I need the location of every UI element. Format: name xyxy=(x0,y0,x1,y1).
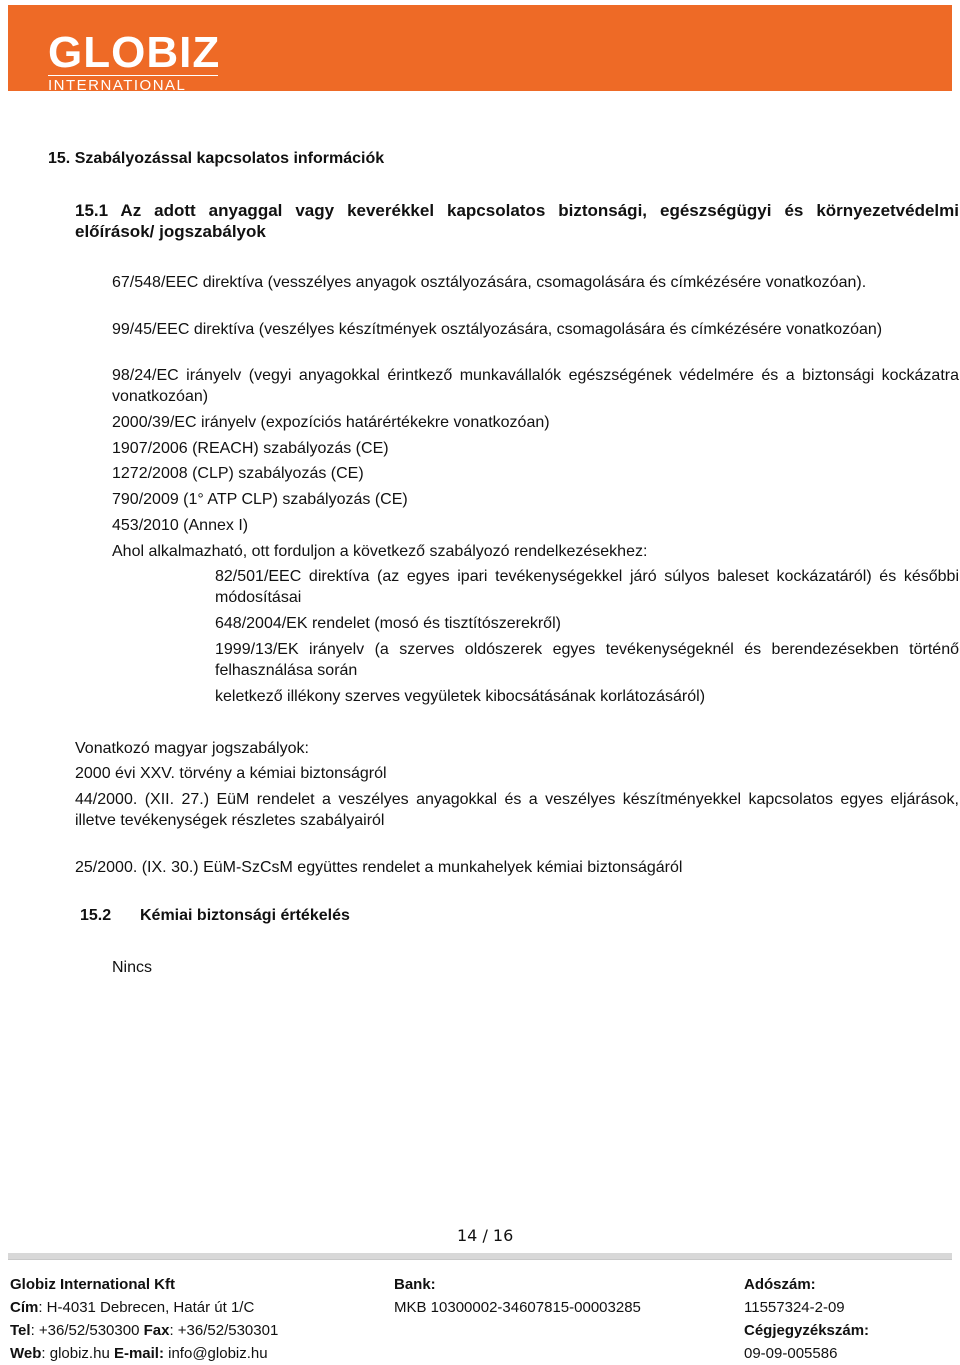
applicable-regulation: 648/2004/EK rendelet (mosó és tisztítószerekről) xyxy=(215,615,561,632)
footer-reg-number: 09-09-005586 xyxy=(744,1345,838,1362)
logo-sub-text: INTERNATIONAL xyxy=(48,75,218,93)
hungarian-law-item: 2000 évi XXV. törvény a kémiai biztonságról xyxy=(75,765,387,782)
hungarian-law-item: 44/2000. (XII. 27.) EüM rendelet a veszélyes anyagokkal és a veszélyes készítményekkel kapcsolatos egyes eljárások, illetve tevékenységek részletes szabályairól xyxy=(75,791,959,829)
footer-tax-label: Adószám: xyxy=(744,1276,816,1293)
footer-email-label: E-mail: xyxy=(113,1345,164,1362)
footer-web-label: Web xyxy=(10,1345,42,1362)
footer-tel: : +36/52/530300 xyxy=(30,1322,144,1339)
footer-email: info@globiz.hu xyxy=(163,1345,268,1362)
subsection-15-2-number: 15.2 xyxy=(80,907,112,924)
section-title: 15. Szabályozással kapcsolatos információk xyxy=(48,150,385,167)
regulation-item: 453/2010 (Annex I) xyxy=(112,517,249,534)
footer-company-block xyxy=(10,1273,278,1365)
footer-reg-label: Cégjegyzékszám: xyxy=(744,1322,870,1339)
applicable-regulation: 82/501/EEC direktíva (az egyes ipari tevékenységekkel járó súlyos baleset kockázatáról) és későbbi módosításai xyxy=(215,568,959,606)
subsection-15-2-title: Kémiai biztonsági értékelés xyxy=(140,907,350,924)
regulation-item: 67/548/EEC direktíva (vesszélyes anyagok osztályozására, csomagolására és címkézésére vonatkozóan). xyxy=(112,274,867,291)
footer-bank-label: Bank: xyxy=(394,1276,436,1293)
subsection-15-2-value: Nincs xyxy=(112,959,153,976)
footer-tel-label: Tel xyxy=(10,1322,31,1339)
footer-bank-account: MKB 10300002-34607815-00003285 xyxy=(394,1299,641,1316)
footer-fax-label: Fax xyxy=(143,1322,170,1339)
header-banner xyxy=(8,5,952,94)
page-number: 14 / 16 xyxy=(457,1226,514,1245)
footer-address: : H-4031 Debrecen, Határ út 1/C xyxy=(38,1299,255,1316)
regulation-item: 99/45/EEC direktíva (veszélyes készítmények osztályozására, csomagolására és címkézésére vonatkozóan) xyxy=(112,321,883,338)
footer-web: : globiz.hu xyxy=(41,1345,114,1362)
applicable-regulation: 1999/13/EK irányelv (a szerves oldószerek egyes tevékenységeknél és berendezésekben történő felhasználása során xyxy=(215,641,959,679)
logo-main-text: GLOBIZ xyxy=(48,28,221,77)
subsection-15-1-title: 15.1 Az adott anyaggal vagy keverékkel kapcsolatos biztonsági, egészségügyi és környezetvédelmi előírások/ jogszabályok xyxy=(75,201,959,241)
footer-tax-block xyxy=(744,1273,869,1365)
footer-address-label: Cím xyxy=(10,1299,39,1316)
globiz-logo xyxy=(48,28,221,94)
hungarian-law-item: 25/2000. (IX. 30.) EüM-SzCsM együttes rendelet a munkahelyek kémiai biztonságáról xyxy=(75,859,683,876)
footer-divider xyxy=(8,1253,952,1260)
footer-company-name: Globiz International Kft xyxy=(10,1276,175,1293)
regulation-item: Ahol alkalmazható, ott forduljon a következő szabályozó rendelkezésekhez: xyxy=(112,543,648,560)
regulation-item: 2000/39/EC irányelv (expozíciós határértékekre vonatkozóan) xyxy=(112,414,550,431)
footer-fax: : +36/52/530301 xyxy=(169,1322,279,1339)
footer-bank-block xyxy=(394,1273,641,1319)
footer-tax-number: 11557324-2-09 xyxy=(744,1299,845,1316)
regulation-item: 98/24/EC irányelv (vegyi anyagokkal érintkező munkavállalók egészségének védelmére és a biztonsági kockázatra vonatkozóan) xyxy=(112,367,959,405)
regulation-item: 790/2009 (1° ATP CLP) szabályozás (CE) xyxy=(112,491,408,508)
regulation-item: 1272/2008 (CLP) szabályozás (CE) xyxy=(112,465,364,482)
applicable-regulation: keletkező illékony szerves vegyületek kibocsátásának korlátozásáról) xyxy=(215,688,706,705)
hungarian-laws-heading: Vonatkozó magyar jogszabályok: xyxy=(75,740,309,757)
regulation-item: 1907/2006 (REACH) szabályozás (CE) xyxy=(112,440,389,457)
